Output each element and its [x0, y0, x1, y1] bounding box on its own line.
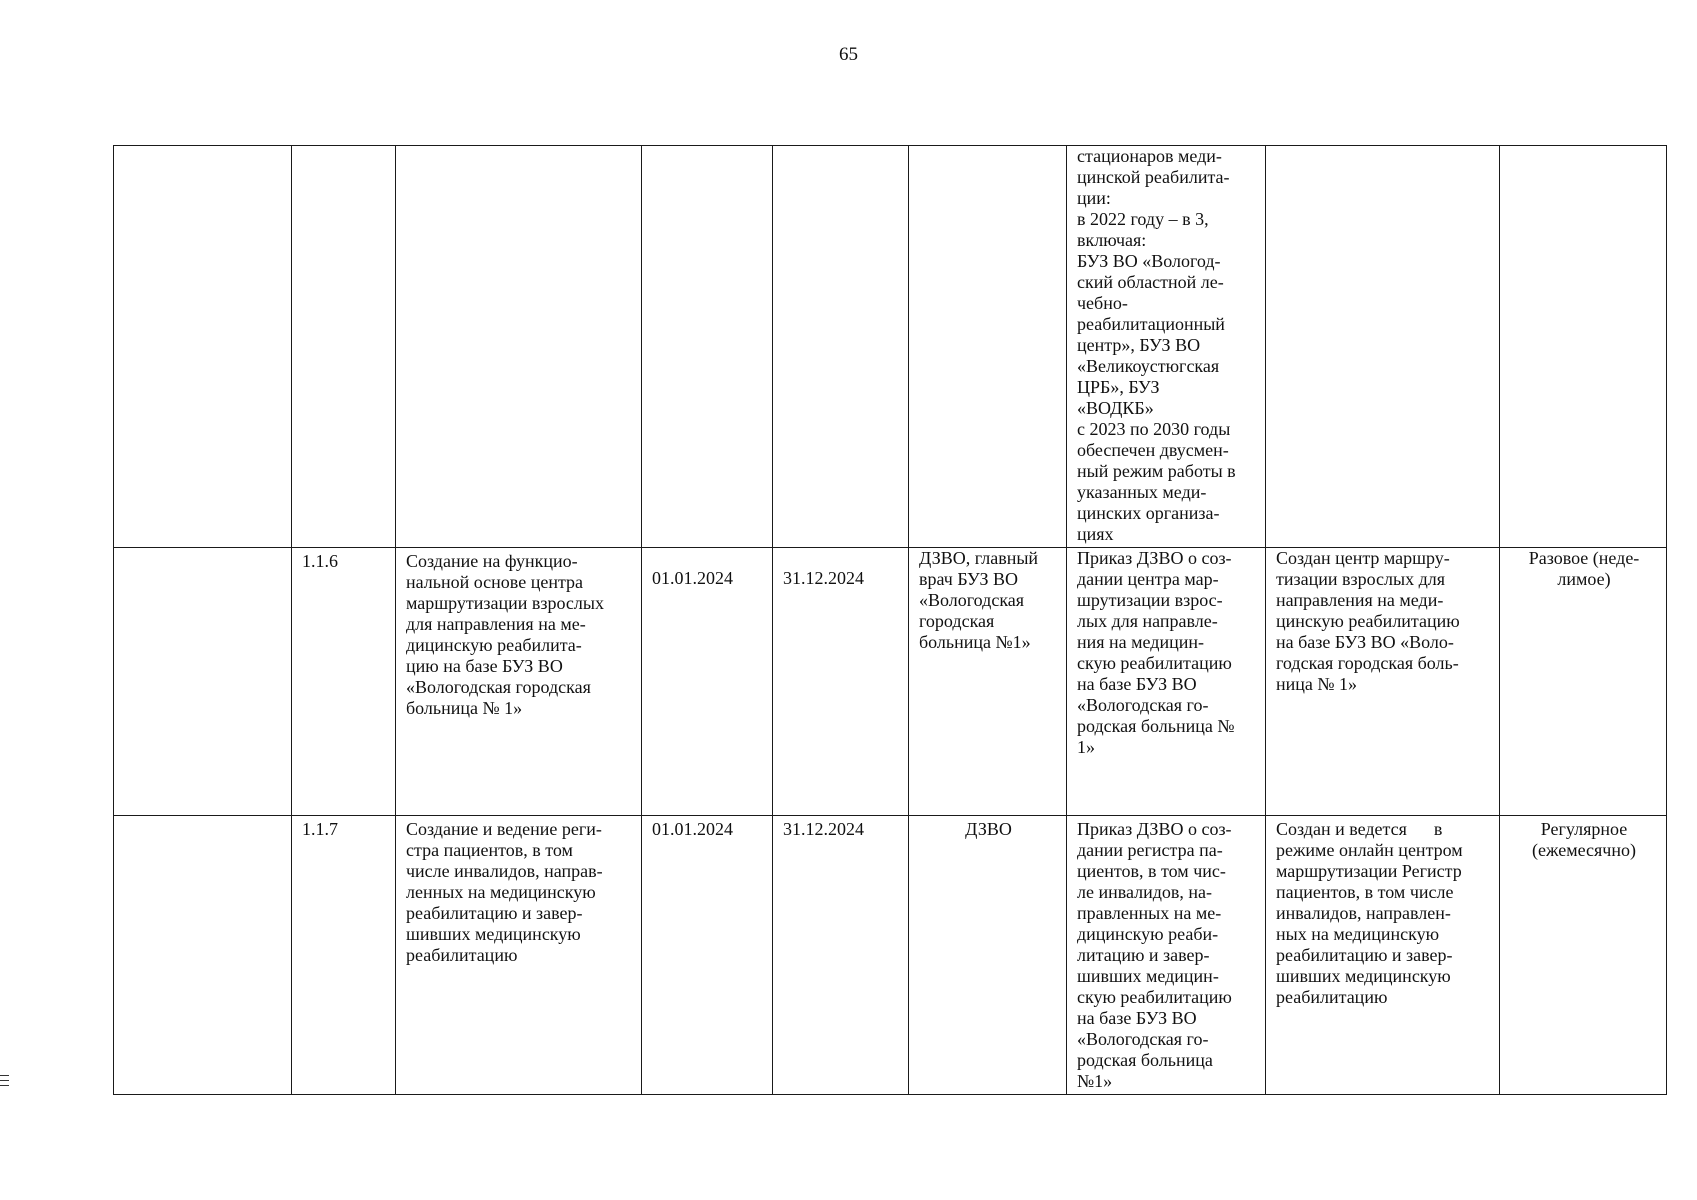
text-line: инвалидов, направлен-: [1276, 903, 1451, 923]
text-line: дицинскую реабилита-: [406, 635, 582, 655]
result-cell: [1266, 548, 1500, 816]
text-line: правленных на ме-: [1077, 903, 1222, 923]
text-line: шрутизации взрос-: [1077, 590, 1223, 610]
text-line: шивших медицинскую: [406, 924, 581, 944]
text-line: ДЗВО: [965, 819, 1012, 839]
plan-table: [113, 145, 1667, 1095]
responsible-cell: [909, 146, 1067, 548]
text-line: реабилитацию и завер-: [1276, 945, 1453, 965]
text-line: родская больница: [1077, 1050, 1213, 1070]
text-line: указанных меди-: [1077, 482, 1207, 502]
event-cell: [396, 548, 642, 816]
text-line: на базе БУЗ ВО: [1077, 674, 1197, 694]
section-cell: [114, 146, 292, 548]
text-line: 1»: [1077, 737, 1095, 757]
text-line: стра пациентов, в том: [406, 840, 573, 860]
text-line: чебно-: [1077, 293, 1128, 313]
text-line: включая:: [1077, 230, 1147, 250]
text-line: «Вологодская городская: [406, 677, 591, 697]
text-line: ле инвалидов, на-: [1077, 882, 1213, 902]
text-line: реабилитационный: [1077, 314, 1225, 334]
end-date-cell: 31.12.2024: [773, 816, 909, 1095]
text-line: ния на медицин-: [1077, 632, 1204, 652]
margin-mark: [0, 1075, 9, 1081]
section-cell: [114, 548, 292, 816]
start-date-cell: 01.01.2024: [642, 548, 773, 816]
event-cell: [396, 816, 642, 1095]
text-line: лимое): [1557, 569, 1611, 589]
text-line: врач БУЗ ВО: [919, 569, 1019, 589]
number-cell: [292, 146, 396, 548]
result-cell: [1266, 816, 1500, 1095]
text-line: дицинскую реаби-: [1077, 924, 1219, 944]
document-cell: [1067, 548, 1266, 816]
text-line: Приказ ДЗВО о соз-: [1077, 819, 1232, 839]
text-line: направления на меди-: [1276, 590, 1444, 610]
text-line: ленных на медицинскую: [406, 882, 596, 902]
table-row: [114, 816, 1667, 1095]
text-line: циентов, в том чис-: [1077, 861, 1226, 881]
text-line: для направления на ме-: [406, 614, 586, 634]
text-line: реабилитацию: [1276, 987, 1388, 1007]
text-line: стационаров меди-: [1077, 146, 1222, 166]
text-line: шивших медицин-: [1077, 966, 1219, 986]
text-line: реабилитацию: [406, 945, 518, 965]
text-line: ный режим работы в: [1077, 461, 1236, 481]
text-line: «Вологодская го-: [1077, 1029, 1209, 1049]
text-line: цинских организа-: [1077, 503, 1220, 523]
text-line: Создан центр маршру-: [1276, 548, 1450, 568]
text-line: нальной основе центра: [406, 572, 584, 592]
text-line: пациентов, в том числе: [1276, 882, 1454, 902]
status-cell: [1067, 146, 1266, 548]
text-line: обеспечен двусмен-: [1077, 440, 1229, 460]
text-line: Создание на функцио-: [406, 551, 578, 571]
table-row: [114, 548, 1667, 816]
text-line: режиме онлайн центром: [1276, 840, 1463, 860]
text-line: лых для направле-: [1077, 611, 1218, 631]
text-line: больница № 1»: [406, 698, 523, 718]
responsible-cell: [909, 548, 1067, 816]
end-date-cell: 31.12.2024: [773, 548, 909, 816]
page-number: 65: [839, 44, 858, 65]
number-cell: 1.1.7: [292, 816, 396, 1095]
text-line: ции:: [1077, 188, 1111, 208]
text-line: тизации взрослых для: [1276, 569, 1446, 589]
text-line: городская: [919, 611, 995, 631]
table-row: [114, 146, 1667, 548]
text-line: Создание и ведение реги-: [406, 819, 602, 839]
text-line: на базе БУЗ ВО: [1077, 1008, 1197, 1028]
type-cell: [1500, 548, 1667, 816]
text-line: «Великоустюгская: [1077, 356, 1220, 376]
text-line: цинской реабилита-: [1077, 167, 1230, 187]
document-cell: [1067, 816, 1266, 1095]
text-line: цинскую реабилитацию: [1276, 611, 1460, 631]
text-line: Создан и ведется в: [1276, 819, 1443, 839]
text-line: «Вологодская: [919, 590, 1025, 610]
result-cell: [1266, 146, 1500, 548]
text-line: цию на базе БУЗ ВО: [406, 656, 563, 676]
text-line: Разовое (неде-: [1528, 548, 1640, 568]
responsible-cell: [909, 816, 1067, 1095]
text-line: литацию и завер-: [1077, 945, 1210, 965]
text-line: родская больница №: [1077, 716, 1235, 736]
text-line: центр», БУЗ ВО: [1077, 335, 1201, 355]
number-cell: 1.1.6: [292, 548, 396, 816]
text-line: маршрутизации взрослых: [406, 593, 604, 613]
text-line: Регулярное: [1540, 819, 1628, 839]
text-line: реабилитацию и завер-: [406, 903, 583, 923]
text-line: «ВОДКБ»: [1077, 398, 1154, 418]
text-line: в 2022 году – в 3,: [1077, 209, 1209, 229]
text-line: больница №1»: [919, 632, 1031, 652]
text-line: с 2023 по 2030 годы: [1077, 419, 1231, 439]
text-line: скую реабилитацию: [1077, 653, 1232, 673]
text-line: ДЗВО, главный: [919, 548, 1039, 568]
start-date-cell: 01.01.2024: [642, 816, 773, 1095]
section-cell: [114, 816, 292, 1095]
text-line: дании центра мар-: [1077, 569, 1219, 589]
end-date-cell: [773, 146, 909, 548]
type-cell: [1500, 146, 1667, 548]
text-line: ница № 1»: [1276, 674, 1358, 694]
text-line: Приказ ДЗВО о соз-: [1077, 548, 1232, 568]
text-line: №1»: [1077, 1071, 1113, 1091]
text-line: маршрутизации Регистр: [1276, 861, 1462, 881]
start-date-cell: [642, 146, 773, 548]
type-cell: [1500, 816, 1667, 1095]
text-line: шивших медицинскую: [1276, 966, 1451, 986]
text-line: скую реабилитацию: [1077, 987, 1232, 1007]
text-line: ных на медицинскую: [1276, 924, 1440, 944]
text-line: (ежемесячно): [1532, 840, 1636, 860]
text-line: БУЗ ВО «Вологод-: [1077, 251, 1221, 271]
text-line: циях: [1077, 524, 1114, 544]
text-line: дании регистра па-: [1077, 840, 1223, 860]
text-line: «Вологодская го-: [1077, 695, 1209, 715]
event-cell: [396, 146, 642, 548]
text-line: годская городская боль-: [1276, 653, 1459, 673]
text-line: числе инвалидов, направ-: [406, 861, 603, 881]
text-line: ЦРБ», БУЗ: [1077, 377, 1160, 397]
text-line: ский областной ле-: [1077, 272, 1224, 292]
text-line: на базе БУЗ ВО «Воло-: [1276, 632, 1454, 652]
